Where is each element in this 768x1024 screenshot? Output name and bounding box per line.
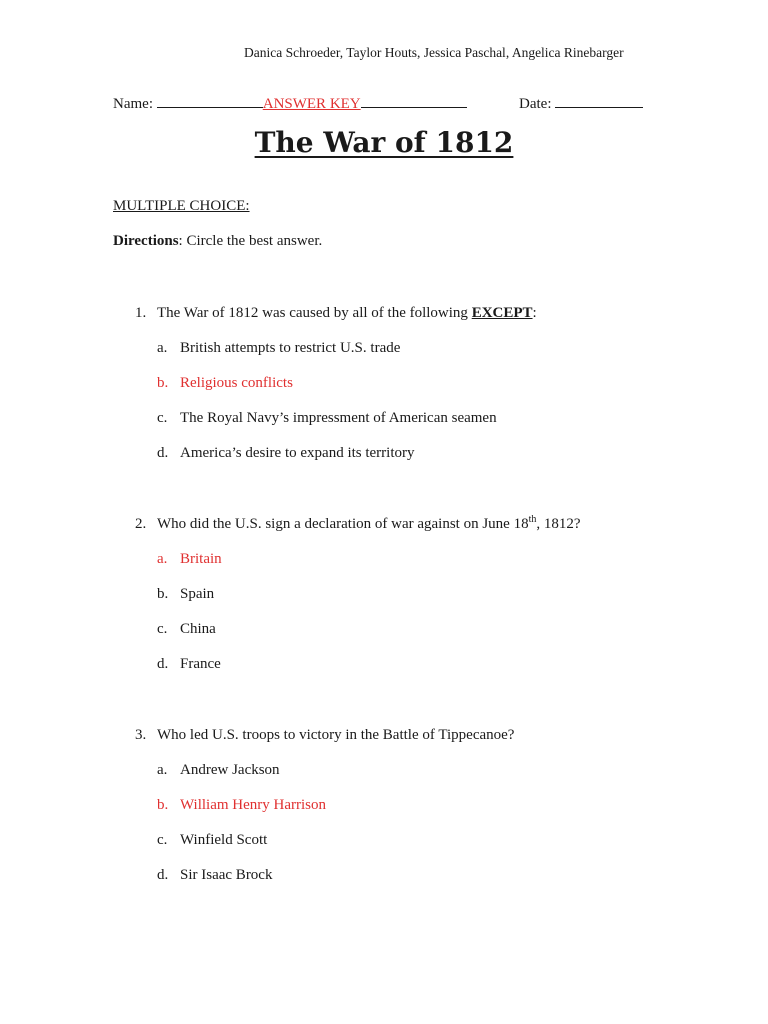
question-text: Who led U.S. troops to victory in the Battle of Tippecanoe? (157, 727, 515, 743)
option-2b[interactable] (157, 586, 214, 603)
question-number: 2. (135, 516, 147, 532)
option-1b-correct[interactable] (157, 375, 293, 392)
date-field-row (519, 92, 643, 113)
name-label: Name: (113, 96, 153, 112)
question-text: The War of 1812 was caused by all of the following (157, 305, 472, 321)
option-1a[interactable] (157, 340, 400, 357)
answer-key-text: ANSWER KEY (262, 96, 361, 112)
question-2 (113, 516, 581, 533)
option-letter: b. (157, 586, 169, 602)
option-letter: a. (157, 762, 168, 778)
authors-line: Danica Schroeder, Taylor Houts, Jessica Paschal, Angelica Rinebarger (244, 45, 624, 60)
option-2d[interactable] (157, 656, 221, 673)
option-3c[interactable] (157, 832, 267, 849)
question-text-end: : (532, 305, 537, 321)
directions-label: Directions (113, 233, 179, 249)
option-letter: d. (157, 867, 169, 883)
option-1c[interactable] (157, 410, 497, 427)
page-title-text: The War of 1812 (254, 126, 514, 159)
directions (113, 233, 322, 250)
question-emphasis: EXCEPT (471, 305, 533, 321)
directions-text: : Circle the best answer. (178, 233, 323, 249)
option-2a-correct[interactable] (157, 551, 222, 568)
page-title (0, 126, 768, 159)
question-superscript: th (528, 514, 537, 525)
option-text: France (180, 656, 221, 672)
option-letter: b. (157, 797, 169, 813)
name-field-row (113, 92, 467, 113)
date-label: Date: (519, 96, 552, 112)
option-3d[interactable] (157, 867, 272, 884)
option-3a[interactable] (157, 762, 280, 779)
name-blank-right (361, 92, 467, 108)
question-1 (113, 305, 537, 322)
option-2c[interactable] (157, 621, 216, 638)
option-text: Spain (180, 586, 215, 602)
option-letter: c. (157, 832, 168, 848)
option-letter: c. (157, 410, 168, 426)
option-letter: d. (157, 445, 169, 461)
option-text: British attempts to restrict U.S. trade (180, 340, 401, 356)
question-3 (113, 727, 514, 744)
option-text: America’s desire to expand its territory (180, 445, 415, 461)
option-text: China (180, 621, 216, 637)
option-letter: a. (157, 340, 168, 356)
option-1d[interactable] (157, 445, 415, 462)
option-text: William Henry Harrison (180, 797, 327, 813)
option-text: Sir Isaac Brock (180, 867, 273, 883)
name-blank-left (157, 92, 263, 108)
option-text: Winfield Scott (180, 832, 268, 848)
option-letter: a. (157, 551, 168, 567)
date-blank (555, 92, 643, 108)
option-text: Andrew Jackson (180, 762, 280, 778)
question-text-end: , 1812? (536, 516, 581, 532)
option-letter: b. (157, 375, 169, 391)
question-number: 1. (135, 305, 147, 321)
question-number: 3. (135, 727, 147, 743)
option-text: Religious conflicts (180, 375, 293, 391)
option-text: Britain (180, 551, 222, 567)
section-heading: MULTIPLE CHOICE: (113, 198, 250, 214)
option-text: The Royal Navy’s impressment of American seamen (180, 410, 497, 426)
option-letter: d. (157, 656, 169, 672)
option-letter: c. (157, 621, 168, 637)
option-3b-correct[interactable] (157, 797, 326, 814)
question-text: Who did the U.S. sign a declaration of war against on June 18 (157, 516, 529, 532)
